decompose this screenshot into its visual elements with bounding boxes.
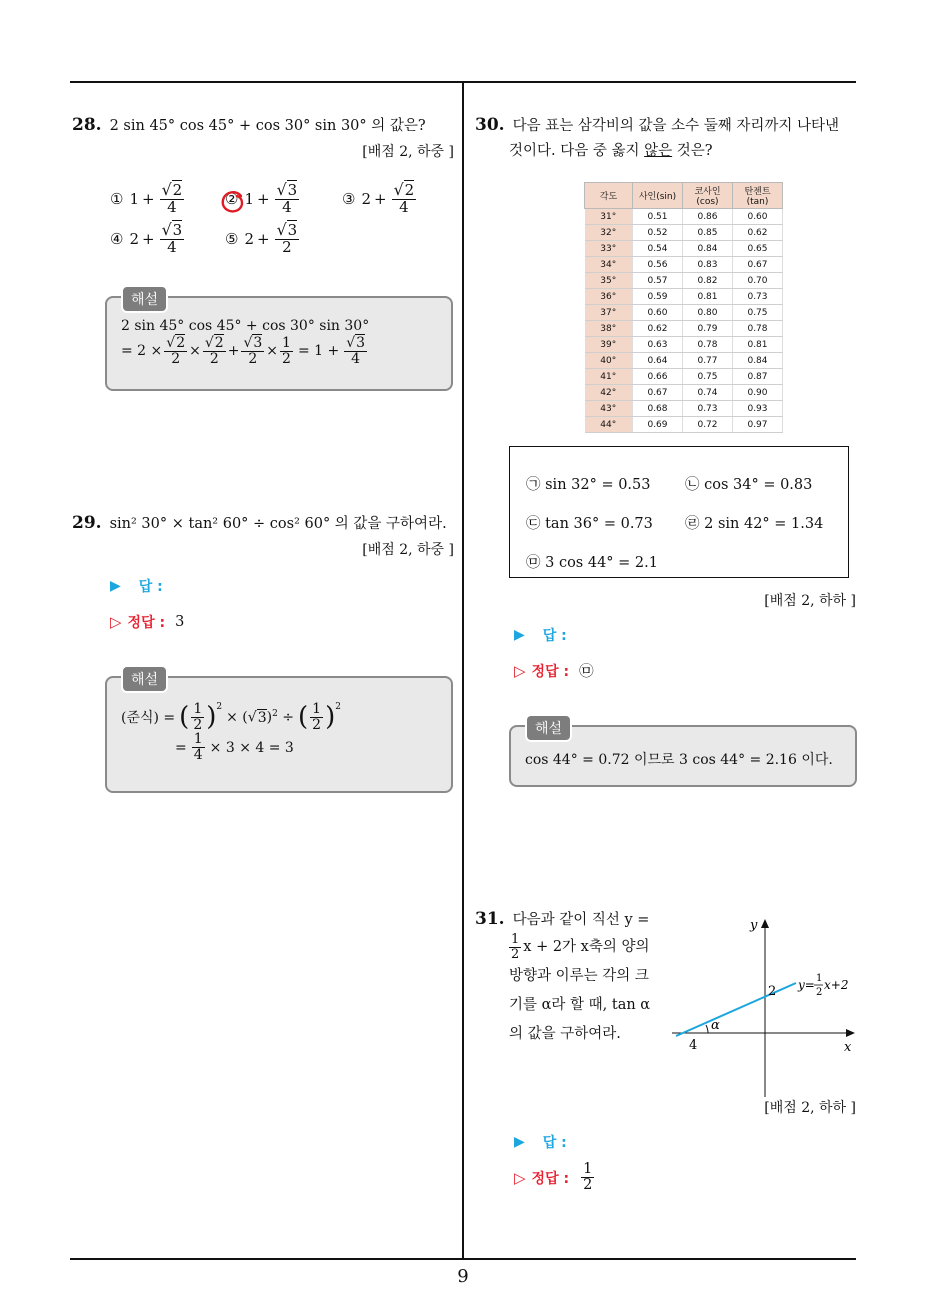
q31-answer-label: 답 : xyxy=(542,1135,567,1151)
q30-option-1[interactable]: ㉠ sin 32° = 0.53 xyxy=(526,477,651,493)
line-label-frac-num: 1 xyxy=(816,973,823,984)
q31-number: 31. xyxy=(475,909,505,929)
table-value-cell: 0.78 xyxy=(733,321,783,337)
table-value-cell: 0.60 xyxy=(733,209,783,225)
table-value-cell: 0.60 xyxy=(633,305,683,321)
q28-choice-2[interactable]: ② 1 + $\frac{√3}{4}$ xyxy=(225,182,301,216)
q30-stem-line1: 다음 표는 삼각비의 값을 소수 둘째 자리까지 나타낸 xyxy=(512,118,839,134)
q31-correct-value: $\frac{1}{2}$ xyxy=(583,1161,593,1194)
q28-exp-line1: 2 sin 45° cos 45° + cos 30° sin 30° xyxy=(121,318,370,334)
y-axis-label: y xyxy=(750,918,758,933)
table-row xyxy=(585,257,783,273)
table-value-cell: 0.90 xyxy=(733,385,783,401)
q30-option-2[interactable]: ㉡ cos 34° = 0.83 xyxy=(685,477,813,493)
table-value-cell: 0.80 xyxy=(683,305,733,321)
q31-answer-line[interactable] xyxy=(514,1132,567,1152)
table-value-cell: 0.84 xyxy=(733,353,783,369)
q28-number: 28. xyxy=(72,115,102,135)
angle-label: α xyxy=(711,1018,720,1033)
table-header-cell: 각도 xyxy=(585,183,633,209)
q30-block xyxy=(475,114,859,165)
play-triangle-icon: ▶ xyxy=(110,578,121,594)
table-value-cell: 0.65 xyxy=(733,241,783,257)
table-row xyxy=(585,321,783,337)
column-divider xyxy=(462,83,464,1260)
table-value-cell: 0.79 xyxy=(683,321,733,337)
q30-explanation-box xyxy=(509,721,857,787)
trig-table-body xyxy=(585,209,783,433)
q31-correct-line xyxy=(514,1162,596,1193)
q31-graph xyxy=(672,915,858,1097)
q30-option-3[interactable]: ㉢ tan 36° = 0.73 xyxy=(526,516,653,532)
outline-triangle-icon: ▷ xyxy=(514,1168,526,1187)
q28-choice-4[interactable]: ④ 2 + $\frac{√3}{4}$ xyxy=(110,220,183,256)
y-axis-arrow-icon xyxy=(761,919,769,928)
outline-triangle-icon: ▷ xyxy=(514,661,526,680)
table-value-cell: 0.56 xyxy=(633,257,683,273)
trig-table-header xyxy=(585,183,783,209)
q30-meta: [배점 2, 하하 ] xyxy=(764,593,856,609)
table-row xyxy=(585,289,783,305)
table-row xyxy=(585,305,783,321)
q31-stem-line2: $\frac{1}{2}$ x + 2가 x축의 양의 xyxy=(511,932,650,963)
table-header-cell: 코사인(cos) xyxy=(683,183,733,209)
q31-stem-line3: 방향과 이루는 각의 크 xyxy=(509,967,649,984)
table-value-cell: 0.83 xyxy=(683,257,733,273)
table-value-cell: 0.86 xyxy=(683,209,733,225)
q29-exp-line1: (준식) = ( $\frac{1}{2}$ ) $^2$ × $(√3)^2$ ÷ ( $\frac{1}{2}$ ) $^2$ xyxy=(121,701,341,733)
q29-stem: sin² 30° × tan² 60° ÷ cos² 60° 의 값을 구하여라. xyxy=(109,516,447,532)
table-angle-cell: 39° xyxy=(585,337,633,353)
table-angle-cell: 32° xyxy=(585,225,633,241)
table-row xyxy=(585,225,783,241)
table-value-cell: 0.77 xyxy=(683,353,733,369)
page-number: 9 xyxy=(457,1266,469,1287)
table-angle-cell: 31° xyxy=(585,209,633,225)
x-intercept-label: 4 xyxy=(689,1038,698,1053)
table-value-cell: 0.75 xyxy=(733,305,783,321)
table-row xyxy=(585,273,783,289)
q30-option-5[interactable]: ㉤ 3 cos 44° = 2.1 xyxy=(526,555,658,571)
table-value-cell: 0.63 xyxy=(633,337,683,353)
table-angle-cell: 43° xyxy=(585,401,633,417)
q30-explanation-text: cos 44° = 0.72 이므로 3 cos 44° = 2.16 이다. xyxy=(525,752,833,768)
q29-exp-line2: = $\frac{1}{4}$ × 3 × 4 = 3 xyxy=(175,731,294,764)
q30-option-4[interactable]: ㉣ 2 sin 42° = 1.34 xyxy=(685,516,824,532)
table-row xyxy=(585,353,783,369)
table-value-cell: 0.69 xyxy=(633,417,683,433)
table-value-cell: 0.85 xyxy=(683,225,733,241)
table-value-cell: 0.57 xyxy=(633,273,683,289)
q30-correct-label: 정답 : xyxy=(531,663,570,680)
q28-exp-line2: = 2 × $\frac{√2}{2}$ × $\frac{√2}{2}$ + $\frac{√3}{2}$ × $\frac{1}{2}$ = 1 + $\frac{√3}{4}$ xyxy=(121,335,366,367)
play-triangle-icon: ▶ xyxy=(514,1134,525,1150)
table-value-cell: 0.81 xyxy=(733,337,783,353)
table-value-cell: 0.67 xyxy=(633,385,683,401)
q28-choice-5[interactable]: ⑤ 2 + $\frac{√3}{2}$ xyxy=(225,220,298,256)
table-angle-cell: 33° xyxy=(585,241,633,257)
table-value-cell: 0.84 xyxy=(683,241,733,257)
x-axis-label: x xyxy=(844,1040,852,1055)
table-value-cell: 0.66 xyxy=(633,369,683,385)
table-angle-cell: 34° xyxy=(585,257,633,273)
y-intercept-label: 2 xyxy=(768,984,777,999)
table-row xyxy=(585,369,783,385)
q31-stem-line1: 다음과 같이 직선 y = xyxy=(512,912,650,928)
table-value-cell: 0.54 xyxy=(633,241,683,257)
table-angle-cell: 42° xyxy=(585,385,633,401)
q28-choices xyxy=(110,182,450,262)
table-angle-cell: 40° xyxy=(585,353,633,369)
q29-block xyxy=(72,512,454,559)
q28-stem: 2 sin 45° cos 45° + cos 30° sin 30° 의 값은? xyxy=(109,118,426,134)
table-value-cell: 0.73 xyxy=(733,289,783,305)
table-value-cell: 0.67 xyxy=(733,257,783,273)
q31-stem-line5: 의 값을 구하여라. xyxy=(509,1026,621,1043)
table-value-cell: 0.72 xyxy=(683,417,733,433)
angle-arc xyxy=(706,1025,708,1033)
play-triangle-icon: ▶ xyxy=(514,627,525,643)
q30-explanation-label: 해설 xyxy=(525,714,572,742)
table-angle-cell: 37° xyxy=(585,305,633,321)
graph-line xyxy=(676,983,796,1036)
table-angle-cell: 35° xyxy=(585,273,633,289)
table-value-cell: 0.64 xyxy=(633,353,683,369)
q31-meta: [배점 2, 하하 ] xyxy=(764,1100,856,1116)
q28-choice-3[interactable]: ③ 2 + $\frac{√2}{4}$ xyxy=(342,180,415,216)
q30-correct-value: ㉤ xyxy=(579,664,594,680)
table-angle-cell: 44° xyxy=(585,417,633,433)
table-row xyxy=(585,337,783,353)
table-value-cell: 0.87 xyxy=(733,369,783,385)
q30-answer-label: 답 : xyxy=(542,628,567,644)
table-value-cell: 0.81 xyxy=(683,289,733,305)
q31-block xyxy=(475,908,665,1048)
table-value-cell: 0.82 xyxy=(683,273,733,289)
x-axis-arrow-icon xyxy=(846,1029,855,1037)
table-value-cell: 0.52 xyxy=(633,225,683,241)
table-value-cell: 0.74 xyxy=(683,385,733,401)
table-value-cell: 0.62 xyxy=(733,225,783,241)
q29-correct-label: 정답 : xyxy=(127,615,166,631)
q28-choice-1[interactable]: ① 1 + $\frac{√2}{4}$ xyxy=(110,180,183,216)
table-value-cell: 0.93 xyxy=(733,401,783,417)
q30-table-wrap xyxy=(584,182,783,433)
q29-correct-line xyxy=(110,612,184,632)
line-label-frac-den: 2 xyxy=(816,987,823,998)
table-value-cell: 0.70 xyxy=(733,273,783,289)
table-value-cell: 0.75 xyxy=(683,369,733,385)
table-value-cell: 0.59 xyxy=(633,289,683,305)
q30-answer-line[interactable] xyxy=(514,625,567,645)
table-angle-cell: 41° xyxy=(585,369,633,385)
bottom-rule xyxy=(70,1258,856,1260)
table-value-cell: 0.68 xyxy=(633,401,683,417)
table-value-cell: 0.97 xyxy=(733,417,783,433)
q29-explanation-box xyxy=(105,672,453,793)
q31-correct-label: 정답 : xyxy=(531,1170,570,1187)
table-row xyxy=(585,385,783,401)
q29-explanation-label: 해설 xyxy=(121,665,168,693)
table-angle-cell: 38° xyxy=(585,321,633,337)
line-label-suffix: x+2 xyxy=(824,978,849,992)
table-header-cell: 탄젠트(tan) xyxy=(733,183,783,209)
table-angle-cell: 36° xyxy=(585,289,633,305)
table-row xyxy=(585,401,783,417)
q31-graph-svg xyxy=(672,915,858,1097)
q30-stem-line2: 것이다. 다음 중 옳지 않은 것은? xyxy=(509,143,713,160)
table-header-cell: 사인(sin) xyxy=(633,183,683,209)
q29-number: 29. xyxy=(72,513,102,533)
q31-stem-line4: 기를 α라 할 때, tan α xyxy=(509,997,651,1014)
table-row xyxy=(585,417,783,433)
table-row xyxy=(585,241,783,257)
table-value-cell: 0.51 xyxy=(633,209,683,225)
red-circle-mark-icon xyxy=(219,188,247,216)
table-value-cell: 0.78 xyxy=(683,337,733,353)
trig-table xyxy=(584,182,783,433)
line-label-prefix: y= xyxy=(798,978,815,992)
q28-explanation-box xyxy=(105,292,453,391)
q29-answer-label: 답 : xyxy=(138,579,163,595)
q28-block xyxy=(72,114,454,161)
q29-correct-value: 3 xyxy=(175,614,185,630)
q29-answer-line[interactable] xyxy=(110,576,163,596)
q30-number: 30. xyxy=(475,115,505,135)
q30-options-box xyxy=(509,446,849,578)
q29-meta: [배점 2, 하중 ] xyxy=(362,542,454,559)
outline-triangle-icon: ▷ xyxy=(110,613,122,631)
q28-meta: [배점 2, 하중 ] xyxy=(362,144,454,161)
q30-correct-line xyxy=(514,660,594,681)
table-value-cell: 0.73 xyxy=(683,401,733,417)
table-value-cell: 0.62 xyxy=(633,321,683,337)
table-row xyxy=(585,209,783,225)
q28-explanation-label: 해설 xyxy=(121,285,168,313)
